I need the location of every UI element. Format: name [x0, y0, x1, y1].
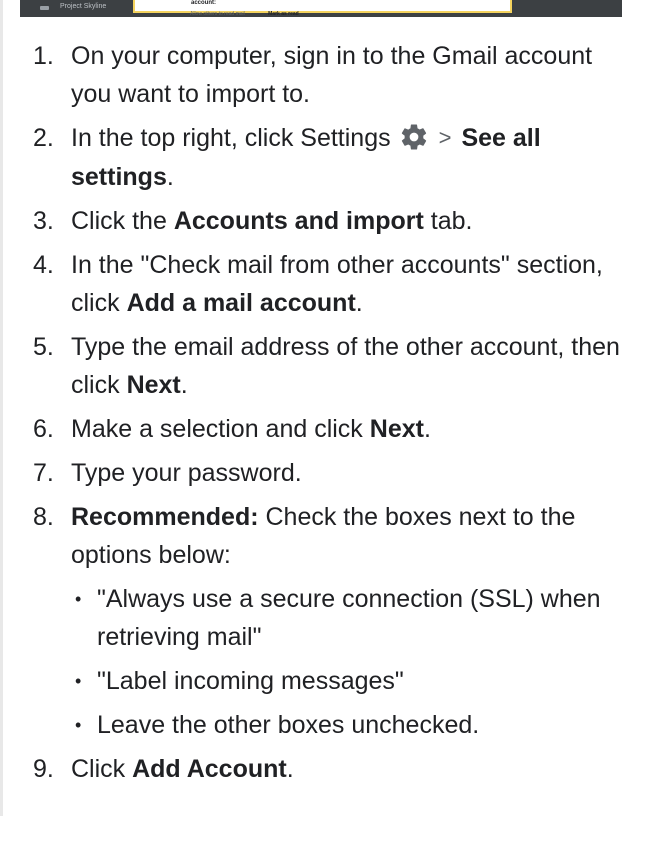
step-text: On your computer, sign in to the Gmail account you want to import to.	[71, 42, 593, 108]
chevron-right-icon: >	[438, 125, 452, 150]
sub-item-ssl	[71, 580, 621, 656]
instruction-list	[0, 37, 646, 794]
step-text: Click	[71, 755, 133, 783]
bullet-icon: •	[75, 589, 82, 609]
panel-action: Mark as read	[268, 11, 299, 17]
step-1	[0, 37, 621, 113]
panel-label: account:	[191, 0, 217, 6]
step-7	[0, 454, 621, 492]
step-number: 4.	[33, 251, 54, 279]
step-number: 5.	[33, 333, 54, 361]
cropped-screenshot-strip	[20, 0, 622, 17]
step-post: .	[355, 289, 363, 317]
step-number: 8.	[33, 503, 54, 531]
step-number: 3.	[33, 207, 54, 235]
step-number: 6.	[33, 415, 54, 443]
step-bold: Add a mail account	[126, 289, 356, 317]
project-label: Project Skyline	[60, 3, 107, 10]
sub-item-text: Leave the other boxes unchecked.	[97, 711, 480, 739]
step-number: 2.	[33, 124, 54, 152]
step-text: Type the email address of the other account, then click	[71, 333, 620, 399]
step-text: In the top right, click Settings	[71, 124, 391, 152]
step-post: .	[423, 415, 431, 443]
step-bold: See all settings	[71, 124, 541, 191]
step-number: 9.	[33, 755, 54, 783]
step-number: 7.	[33, 459, 54, 487]
step-text: Type your password.	[71, 459, 302, 487]
step-text: Click the	[71, 207, 174, 235]
bullet-icon: •	[75, 715, 82, 735]
step-6	[0, 410, 621, 448]
step-5	[0, 328, 621, 404]
step-post: .	[166, 163, 174, 191]
step-text: Make a selection and click	[71, 415, 370, 443]
sub-item-text: "Label incoming messages"	[97, 667, 404, 695]
step-bold: Next	[369, 415, 424, 443]
step-post: .	[180, 371, 188, 399]
step-bold: Recommended:	[71, 503, 259, 531]
step-text: In the "Check mail from other accounts" section, click	[71, 251, 603, 317]
step-post: Check the boxes next to the options below:	[71, 503, 576, 569]
step-4	[0, 246, 621, 322]
sub-item-other	[71, 706, 621, 744]
step-2	[0, 119, 621, 196]
step-3	[0, 202, 621, 240]
sub-list	[71, 580, 621, 744]
step-post: tab.	[423, 207, 473, 235]
step-bold: Add Account	[132, 755, 287, 783]
panel-row	[190, 12, 299, 17]
step-bold: Next	[126, 371, 181, 399]
step-8	[0, 498, 621, 744]
step-number: 1.	[33, 42, 54, 70]
label-chip-icon	[40, 6, 49, 10]
step-post: .	[286, 755, 294, 783]
gear-icon	[399, 122, 429, 152]
step-bold: Accounts and import	[173, 207, 424, 235]
sub-item-label	[71, 662, 621, 700]
bullet-icon: •	[75, 671, 82, 691]
sub-item-text: "Always use a secure connection (SSL) when retrieving mail"	[97, 585, 601, 651]
step-9	[0, 750, 621, 788]
panel-subtext: Allow others to read mail	[190, 11, 245, 17]
